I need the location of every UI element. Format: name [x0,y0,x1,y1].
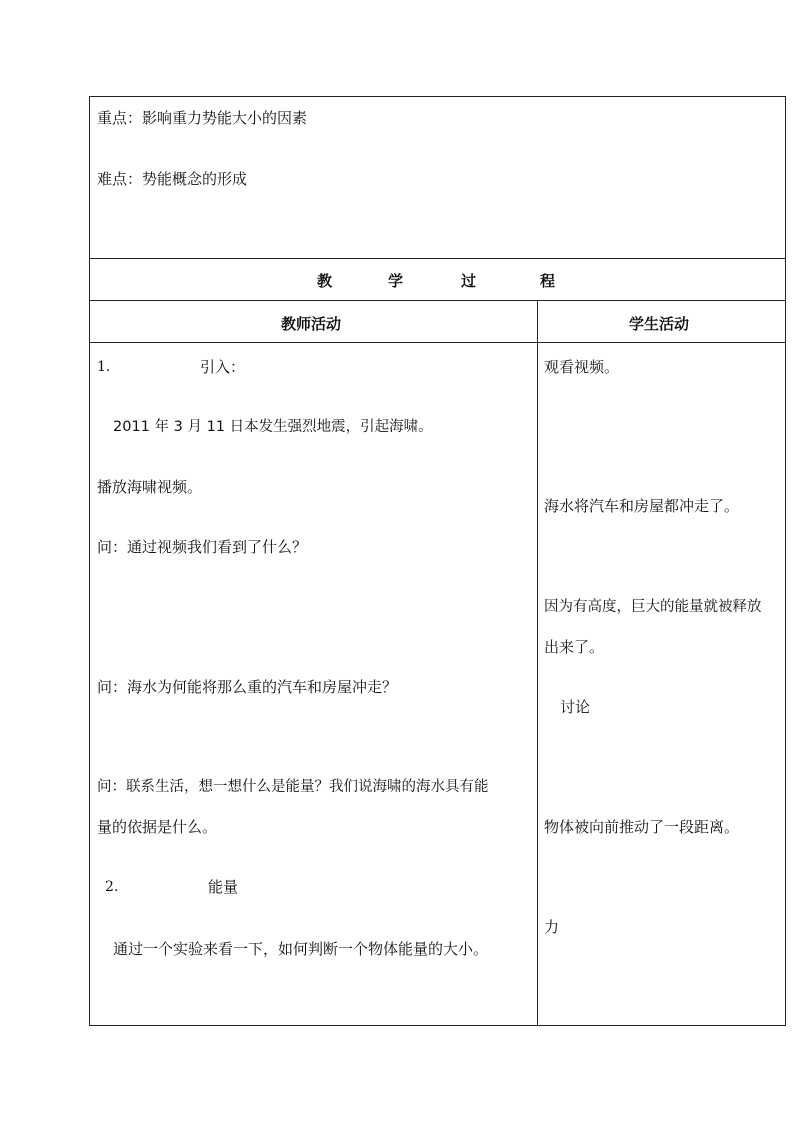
student-response: 海水将汽车和房屋都冲走了。 [544,497,740,515]
student-response: 物体被向前推动了一段距离。 [544,818,740,836]
key-point: 重点：影响重力势能大小的因素 [97,109,308,127]
lesson-plan-table [89,96,786,1026]
teacher-paragraph: 通过一个实验来看一下，如何判断一个物体能量的大小。 [113,940,489,958]
table-border [89,96,786,1026]
student-response: 讨论 [560,698,591,716]
row-divider [89,300,786,301]
teacher-question: 问：联系生活，想一想什么是能量？我们说海啸的海水具有能 [97,779,489,795]
section-number: 2. [105,879,119,895]
section-number: 1. [97,359,111,375]
teacher-column-header: 教师活动 [281,315,342,333]
student-response: 出来了。 [544,638,605,656]
difficulty: 难点：势能概念的形成 [97,170,248,188]
teacher-paragraph: 播放海啸视频。 [97,478,203,496]
column-divider [537,300,538,1026]
process-header-char: 教 [317,272,333,290]
section-title: 能量 [208,878,239,896]
process-header-char: 程 [540,272,556,290]
teacher-question: 问：通过视频我们看到了什么？ [97,538,308,556]
row-divider [89,342,786,343]
student-response: 观看视频。 [544,358,620,376]
process-header-char: 学 [388,272,404,290]
process-header-char: 过 [461,272,477,290]
student-response: 力 [544,918,560,936]
section-title: 引入： [200,358,246,376]
teacher-question: 量的依据是什么。 [97,818,218,836]
student-response: 因为有高度，巨大的能量就被释放 [544,599,762,615]
teacher-paragraph: 2011 年 3 月 11 日本发生强烈地震，引起海啸。 [113,419,433,435]
teacher-question: 问：海水为何能将那么重的汽车和房屋冲走？ [97,678,398,696]
student-column-header: 学生活动 [629,315,690,333]
row-divider [89,258,786,259]
